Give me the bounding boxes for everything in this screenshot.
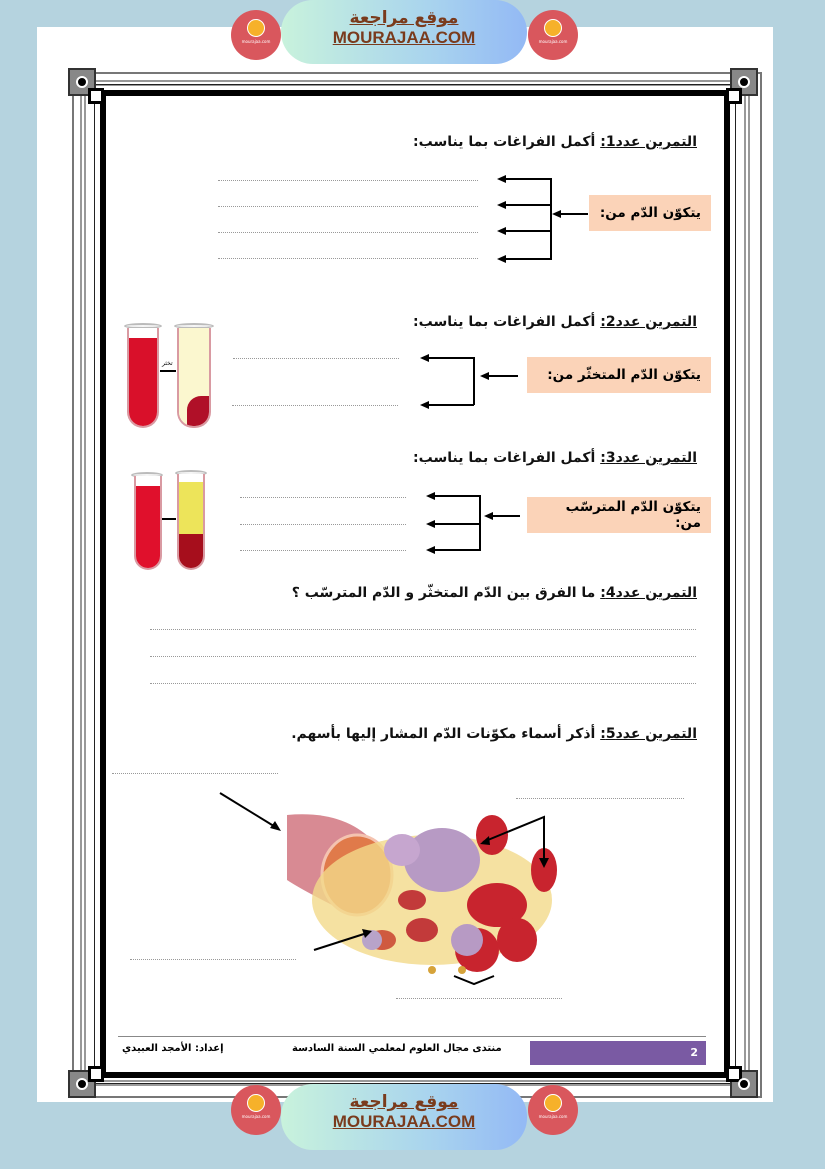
arrow-left-icon	[497, 227, 506, 235]
site-banner-top[interactable]	[281, 0, 527, 64]
banner-domain[interactable]: MOURAJAA.COM	[332, 1112, 476, 1131]
answer-blank[interactable]	[240, 550, 406, 551]
answer-blank[interactable]	[218, 258, 478, 259]
answer-blank[interactable]	[240, 497, 406, 498]
banner-domain[interactable]: MOURAJAA.COM	[332, 28, 476, 47]
test-tube-clotted	[177, 328, 211, 428]
banner-arabic: موقع مراجعة	[349, 8, 459, 28]
bracket-line	[505, 204, 551, 206]
answer-blank[interactable]	[396, 998, 562, 999]
arrow-line	[560, 213, 588, 215]
arrow-left-icon	[552, 210, 561, 218]
bracket-line	[550, 178, 552, 260]
bracket-line	[505, 258, 551, 260]
test-tube-sedimented	[177, 474, 205, 570]
site-logo-icon[interactable]: mourajaa.com	[231, 10, 281, 60]
exercise-4-title: التمرين عدد4: ما الفرق بين الدّم المتخثّر و الدّم المترسّب ؟	[291, 585, 697, 601]
answer-blank[interactable]	[130, 959, 296, 960]
answer-blank[interactable]	[516, 798, 684, 799]
arrow-left-icon	[426, 492, 435, 500]
answer-blank[interactable]	[218, 232, 478, 233]
arrow-line	[160, 370, 176, 372]
banner-arabic: موقع مراجعة	[349, 1092, 459, 1112]
bracket-line	[434, 549, 480, 551]
site-logo-icon[interactable]: mourajaa.com	[231, 1085, 281, 1135]
arrow-left-icon	[420, 401, 429, 409]
footer-forum: منتدى مجال العلوم لمعلمي السنة السادسة	[292, 1043, 502, 1054]
bracket-line	[434, 523, 480, 525]
footer-author: إعداد: الأمجد العبيدي	[122, 1043, 224, 1054]
bracket-line	[428, 357, 474, 359]
answer-blank[interactable]	[240, 524, 406, 525]
bracket-line	[505, 178, 551, 180]
test-tube-blood	[134, 476, 162, 570]
tube-label: تخثر	[162, 360, 173, 367]
arrow-left-icon	[497, 201, 506, 209]
bracket-line	[505, 230, 551, 232]
label-arrow-icon	[478, 812, 553, 870]
answer-blank[interactable]	[232, 405, 398, 406]
bracket-line	[428, 404, 474, 406]
answer-blank[interactable]	[218, 180, 478, 181]
prompt-box: يتكوّن الدّم المترسّب من:	[527, 497, 711, 533]
bracket-line	[473, 357, 475, 405]
bracket-line	[434, 495, 480, 497]
arrow-left-icon	[497, 255, 506, 263]
corner-ornament-icon	[730, 1070, 758, 1098]
answer-line[interactable]	[150, 656, 696, 657]
corner-ornament-icon	[730, 68, 758, 96]
answer-blank[interactable]	[112, 773, 278, 774]
site-logo-icon[interactable]: mourajaa.com	[528, 10, 578, 60]
arrow-line	[488, 375, 518, 377]
label-arrow-icon	[312, 925, 372, 955]
exercise-3-title: التمرين عدد3: أكمل الفراغات بما يناسب:	[413, 450, 697, 466]
arrow-left-icon	[484, 512, 493, 520]
exercise-1-title: التمرين عدد1: أكمل الفراغات بما يناسب:	[413, 134, 697, 150]
arrow-left-icon	[420, 354, 429, 362]
page-number: 2	[530, 1041, 706, 1065]
answer-blank[interactable]	[218, 206, 478, 207]
arrow-left-icon	[426, 520, 435, 528]
label-arrow-icon	[450, 970, 500, 990]
arrow-left-icon	[480, 372, 489, 380]
arrow-line	[492, 515, 520, 517]
site-banner-bottom[interactable]	[281, 1084, 527, 1150]
test-tube-blood	[127, 328, 159, 428]
corner-ornament-icon	[68, 1070, 96, 1098]
answer-line[interactable]	[150, 629, 696, 630]
corner-ornament-icon	[68, 68, 96, 96]
exercise-5-title: التمرين عدد5: أذكر أسماء مكوّنات الدّم المشار إليها بأسهم.	[291, 726, 697, 742]
exercise-2-title: التمرين عدد2: أكمل الفراغات بما يناسب:	[413, 314, 697, 330]
arrow-line	[162, 518, 176, 520]
arrow-left-icon	[497, 175, 506, 183]
arrow-left-icon	[426, 546, 435, 554]
label-arrow-icon	[215, 790, 285, 835]
page-footer	[118, 1036, 706, 1067]
answer-blank[interactable]	[233, 358, 399, 359]
site-logo-icon[interactable]: mourajaa.com	[528, 1085, 578, 1135]
prompt-box: يتكوّن الدّم المتخثّر من:	[527, 357, 711, 393]
answer-line[interactable]	[150, 683, 696, 684]
prompt-box: يتكوّن الدّم من:	[589, 195, 711, 231]
